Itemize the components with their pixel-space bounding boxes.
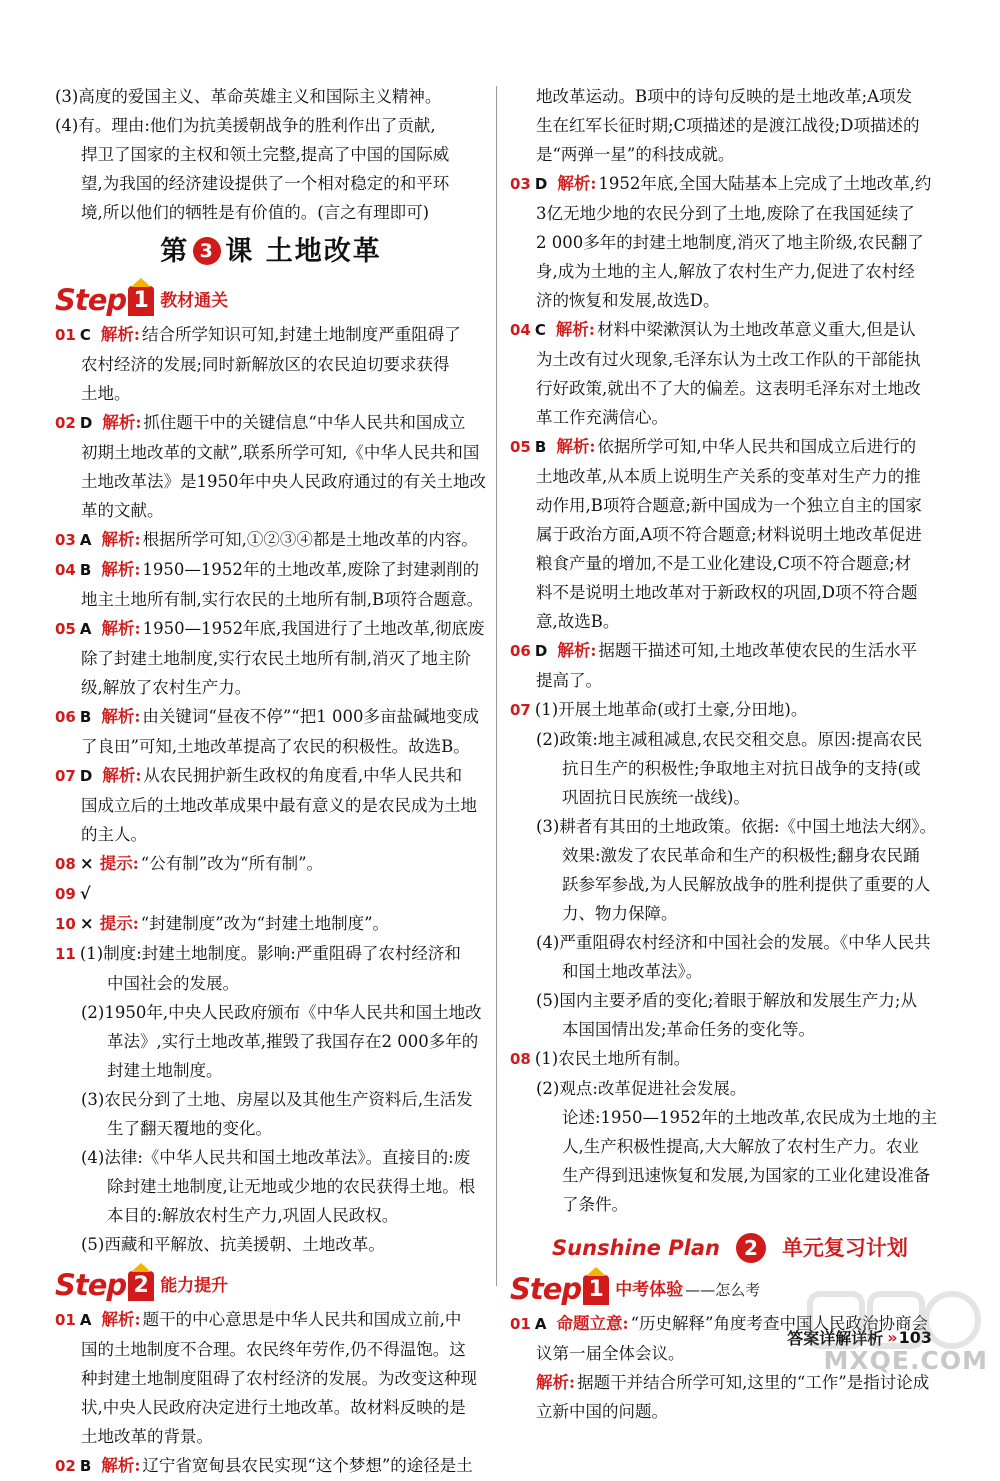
cross-mark: × xyxy=(79,914,94,933)
analysis-label: 解析: xyxy=(101,619,141,638)
question-number: 10 xyxy=(55,915,76,933)
question-number: 03 xyxy=(510,175,531,193)
answer-text: (1)农民土地所有制。 xyxy=(534,1049,691,1068)
answer-text: 巩固抗日民族统一战线)。 xyxy=(562,788,750,807)
answer-letter: D xyxy=(534,642,548,660)
answer-text: 为土改有过火现象,毛泽东认为土改工作队的干部能执 xyxy=(536,350,921,369)
answer-text: 革工作充满信心。 xyxy=(536,408,668,427)
answer-text: 辽宁省宽甸县农民实现“这个梦想”的途径是土 xyxy=(142,1456,473,1475)
answer-text: 1950—1952年底,我国进行了土地改革,彻底废 xyxy=(142,619,485,638)
question-number: 05 xyxy=(55,620,76,638)
answer-item xyxy=(510,695,950,1044)
answer-text: 料不是说明土地改革对于新政权的巩固,D项不符合题 xyxy=(536,583,918,602)
step-2-header xyxy=(55,1265,487,1301)
answer-text: 土地。 xyxy=(81,384,131,403)
answer-text: 根据所学可知,①②③④都是土地改革的内容。 xyxy=(142,530,478,549)
answer-text: 地主土地所有制,实行农民的土地所有制,B项符合题意。 xyxy=(81,590,484,609)
analysis-label: 解析: xyxy=(556,437,596,456)
answer-text: 力、物力保障。 xyxy=(562,904,678,923)
answer-text: 从农民拥护新生政权的角度看,中华人民共和 xyxy=(143,766,463,785)
step-1-header xyxy=(55,280,487,316)
answer-letter: B xyxy=(534,438,547,456)
answer-letter: A xyxy=(79,1311,92,1329)
answer-text: (2)政策:地主减租减息,农民交租交息。原因:提高农民 xyxy=(536,730,923,749)
answer-text: 题干的中心意思是中华人民共和国成立前,中 xyxy=(142,1310,462,1329)
step-word: Step xyxy=(55,283,127,317)
answer-text: 结合所学知识可知,封建土地制度严重阻碍了 xyxy=(141,325,461,344)
answer-item xyxy=(55,614,487,702)
answer-text: 动作用,B项符合题意;新中国成为一个独立自主的国家 xyxy=(536,496,922,515)
answer-item xyxy=(55,939,487,1259)
answer-item xyxy=(55,702,487,761)
question-number: 07 xyxy=(55,767,76,785)
step-name: 能力提升 xyxy=(160,1276,229,1296)
answer-letter: D xyxy=(534,175,548,193)
analysis-label: 解析: xyxy=(101,560,141,579)
intent-label: 命题立意: xyxy=(556,1314,629,1333)
question-number: 03 xyxy=(55,531,76,549)
answer-item xyxy=(510,636,950,695)
answer-letter: B xyxy=(79,1457,92,1475)
step-number-badge: 1 xyxy=(128,286,154,316)
answer-text: 了良田”可知,土地改革提高了农民的积极性。故选B。 xyxy=(81,737,470,756)
answer-item xyxy=(55,555,487,614)
answer-text: 中国社会的发展。 xyxy=(107,974,239,993)
text-line: 境,所以他们的牺牲是有价值的。(言之有理即可) xyxy=(81,203,430,222)
answer-letter: A xyxy=(79,531,92,549)
answer-text: 据题干并结合所学可知,这里的“工作”是指讨论成 xyxy=(577,1373,930,1392)
answer-text: 提高了。 xyxy=(536,671,602,690)
step-name: 中考体验 xyxy=(615,1280,684,1300)
question-number: 02 xyxy=(55,414,76,432)
question-number: 06 xyxy=(510,642,531,660)
page-number: 103 xyxy=(898,1328,932,1347)
answer-text: 立新中国的问题。 xyxy=(536,1402,668,1421)
answer-text: 论述:1950—1952年的土地改革,农民成为土地的主 xyxy=(562,1108,938,1127)
watermark-text: MXQE.COM xyxy=(823,1346,988,1375)
analysis-label: 解析: xyxy=(100,325,140,344)
answer-text: (4)法律:《中华人民共和国土地改革法》。直接目的:废 xyxy=(81,1148,471,1167)
analysis-label: 解析: xyxy=(536,1373,576,1392)
check-mark: √ xyxy=(79,884,91,903)
answer-item xyxy=(55,879,487,909)
question-number: 08 xyxy=(55,855,76,873)
step-word: Step xyxy=(55,1268,127,1302)
right-column xyxy=(510,82,950,1426)
hint-label: 提示: xyxy=(99,914,139,933)
answer-text: 生产得到迅速恢复和发展,为国家的工业化建设准备 xyxy=(562,1166,931,1185)
answer-text: 意,故选B。 xyxy=(536,612,620,631)
answer-text: 3亿无地少地的农民分到了土地,废除了在我国延续了 xyxy=(536,204,915,223)
answer-letter: A xyxy=(534,1315,547,1333)
answer-text: 级,解放了农村生产力。 xyxy=(81,678,252,697)
question-number: 04 xyxy=(55,561,76,579)
step-word: Step xyxy=(510,1272,582,1306)
question-number: 08 xyxy=(510,1050,531,1068)
answer-text: 农村经济的发展;同时新解放区的农民迫切要求获得 xyxy=(81,355,450,374)
answer-letter: D xyxy=(79,767,93,785)
column-divider xyxy=(496,86,497,1286)
answer-text: 国成立后的土地改革成果中最有意义的是农民成为土地 xyxy=(81,796,477,815)
analysis-label: 解析: xyxy=(102,413,142,432)
analysis-label: 解析: xyxy=(557,641,597,660)
answer-item xyxy=(55,761,487,849)
answer-text: 除封建土地制度,让无地或少地的农民获得土地。根 xyxy=(107,1177,476,1196)
answer-text: 状,中央人民政府决定进行土地改革。故材料反映的是 xyxy=(81,1398,466,1417)
answer-text: 身,成为土地的主人,解放了农村生产力,促进了农村经 xyxy=(536,262,915,281)
answer-text: 初期土地改革的文献”,联系所学可知,《中华人民共和国 xyxy=(81,443,480,462)
answer-item xyxy=(55,849,487,879)
text-line: 望,为我国的经济建设提供了一个相对稳定的和平环 xyxy=(81,174,450,193)
lesson-number-badge: 3 xyxy=(193,237,221,265)
question-number: 06 xyxy=(55,708,76,726)
answer-text: “封建制度”改为“封建土地制度”。 xyxy=(140,914,390,933)
answer-letter: A xyxy=(79,620,92,638)
answer-text: 本目的:解放农村生产力,巩固人民政权。 xyxy=(107,1206,399,1225)
step-number-badge: 2 xyxy=(128,1271,154,1301)
answer-item xyxy=(55,525,487,555)
question-number: 11 xyxy=(55,945,76,963)
analysis-label: 解析: xyxy=(101,1456,141,1475)
answer-text: (5)国内主要矛盾的变化;着眼于解放和发展生产力;从 xyxy=(536,991,917,1010)
answer-text: 生了翻天覆地的变化。 xyxy=(107,1119,272,1138)
double-chevron-icon: » xyxy=(887,1328,895,1347)
question-number: 09 xyxy=(55,885,76,903)
answer-text: 由关键词“昼夜不停”“把1 000多亩盐碱地变成 xyxy=(142,707,479,726)
text-line: (3)高度的爱国主义、革命英雄主义和国际主义精神。 xyxy=(55,87,442,106)
question-number: 02 xyxy=(55,1457,76,1475)
question-number: 01 xyxy=(510,1315,531,1333)
left-column xyxy=(55,82,487,1481)
answer-text: 革法》,实行土地改革,摧毁了我国存在2 000多年的 xyxy=(107,1032,479,1051)
answer-text: (3)耕者有其田的土地政策。依据:《中国土地法大纲》。 xyxy=(536,817,937,836)
answer-text: 本国国情出发;革命任务的变化等。 xyxy=(562,1020,816,1039)
step-number-badge: 1 xyxy=(583,1275,609,1305)
answer-text: 议第一届全体会议。 xyxy=(536,1344,685,1363)
answer-text: 革的文献。 xyxy=(81,501,164,520)
analysis-label: 解析: xyxy=(101,1310,141,1329)
answer-letter: D xyxy=(79,414,93,432)
question-number: 04 xyxy=(510,321,531,339)
answer-item xyxy=(55,320,487,408)
answer-text: 国的土地制度不合理。农民终年劳作,仍不得温饱。这 xyxy=(81,1340,466,1359)
answer-text: 封建土地制度。 xyxy=(107,1061,223,1080)
answer-text: (1)制度:封建土地制度。影响:严重阻碍了农村经济和 xyxy=(79,944,461,963)
answer-text: (2)1950年,中央人民政府颁布《中华人民共和国土地改 xyxy=(81,1003,482,1022)
answer-text: (1)开展土地革命(或打土豪,分田地)。 xyxy=(534,700,808,719)
answer-text: (4)严重阻碍农村经济和中国社会的发展。《中华人民共 xyxy=(536,933,931,952)
lesson-title: 第 3 课 土地改革 xyxy=(160,236,382,267)
answer-letter: B xyxy=(79,561,92,579)
analysis-label: 解析: xyxy=(557,174,597,193)
answer-text: 材料中梁漱溟认为土地改革意义重大,但是认 xyxy=(596,320,916,339)
step-subtitle: ——怎么考 xyxy=(685,1281,761,1299)
answer-item xyxy=(510,169,950,315)
answer-text: 种封建土地制度阻碍了农村经济的发展。为改变这种现 xyxy=(81,1369,477,1388)
answer-text: (2)观点:改革促进社会发展。 xyxy=(536,1079,747,1098)
answer-text: 和国土地改革法》。 xyxy=(562,962,703,981)
answer-text: 行好政策,就出不了大的偏差。这表明毛泽东对土地改 xyxy=(536,379,921,398)
hint-label: 提示: xyxy=(99,854,139,873)
answer-text: 据题干描述可知,土地改革使农民的生活水平 xyxy=(598,641,918,660)
answer-text: 了条件。 xyxy=(562,1195,628,1214)
answer-text: 济的恢复和发展,故选D。 xyxy=(536,291,720,310)
text-line: 捍卫了国家的主权和领土完整,提高了中国的国际威 xyxy=(81,145,450,164)
answer-item xyxy=(55,909,487,939)
sunshine-plan-header xyxy=(510,1233,950,1263)
answer-text: 抗日生产的积极性;争取地主对抗日战争的支持(或 xyxy=(562,759,921,778)
answer-text: “公有制”改为“所有制”。 xyxy=(140,854,324,873)
answer-text: (5)西藏和平解放、抗美援朝、土地改革。 xyxy=(81,1235,385,1254)
answer-text: 是“两弹一星”的科技成就。 xyxy=(536,145,735,164)
answer-letter: C xyxy=(534,321,546,339)
text-line: (4)有。理由:他们为抗美援朝战争的胜利作出了贡献, xyxy=(55,116,436,135)
answer-text: “历史解释”角度考查中国人民政治协商会 xyxy=(630,1314,928,1333)
answer-item xyxy=(510,315,950,432)
answer-letter: C xyxy=(79,326,91,344)
answer-text: 抓住题干中的关键信息“中华人民共和国成立 xyxy=(143,413,466,432)
footer-label: 答案详解详析 xyxy=(787,1329,884,1348)
answer-text: 人,生产积极性提高,大大解放了农村生产力。农业 xyxy=(562,1137,919,1156)
answer-item xyxy=(55,1305,487,1451)
answer-text: 跃参军参战,为人民解放战争的胜利提供了重要的人 xyxy=(562,875,931,894)
question-number: 01 xyxy=(55,326,76,344)
answer-text: 1950—1952年的土地改革,废除了封建剥削的 xyxy=(142,560,480,579)
analysis-label: 解析: xyxy=(102,766,142,785)
answer-item xyxy=(510,1044,950,1219)
answer-text: 的主人。 xyxy=(81,825,147,844)
answer-item xyxy=(55,1451,487,1481)
answer-text: 地改革运动。B项中的诗句反映的是土地改革;A项发 xyxy=(536,87,913,106)
sunshine-plan-title: Sunshine Plan xyxy=(552,1235,720,1260)
answer-text: 依据所学可知,中华人民共和国成立后进行的 xyxy=(597,437,917,456)
plan-subtitle: 单元复习计划 xyxy=(781,1235,908,1260)
analysis-label: 解析: xyxy=(555,320,595,339)
answer-text: 粮食产量的增加,不是工业化建设,C项不符合题意;材 xyxy=(536,554,912,573)
answer-text: 属于政治方面,A项不符合题意;材料说明土地改革促进 xyxy=(536,525,922,544)
plan-number-badge: 2 xyxy=(736,1233,766,1263)
answer-text: 生在红军长征时期;C项描述的是渡江战役;D项描述的 xyxy=(536,116,920,135)
answer-text: 土地改革的背景。 xyxy=(81,1427,213,1446)
answer-text: 效果:激发了农民革命和生产的积极性;翻身农民踊 xyxy=(562,846,920,865)
answer-text: (3)农民分到了土地、房屋以及其他生产资料后,生活发 xyxy=(81,1090,473,1109)
analysis-label: 解析: xyxy=(101,530,141,549)
answer-item xyxy=(55,408,487,525)
answer-text: 2 000多年的封建土地制度,消灭了地主阶级,农民翻了 xyxy=(536,233,924,252)
answer-text: 土地改革,从本质上说明生产关系的变革对生产力的推 xyxy=(536,467,921,486)
step-name: 教材通关 xyxy=(160,291,229,311)
answer-item xyxy=(510,432,950,636)
answer-text: 1952年底,全国大陆基本上完成了土地改革,约 xyxy=(598,174,932,193)
cross-mark: × xyxy=(79,854,94,873)
question-number: 05 xyxy=(510,438,531,456)
answer-text: 土地改革法》是1950年中央人民政府通过的有关土地改 xyxy=(81,472,486,491)
answer-text: 除了封建土地制度,实行农民土地所有制,消灭了地主阶 xyxy=(81,649,471,668)
answer-letter: B xyxy=(79,708,92,726)
question-number: 07 xyxy=(510,701,531,719)
question-number: 01 xyxy=(55,1311,76,1329)
analysis-label: 解析: xyxy=(101,707,141,726)
